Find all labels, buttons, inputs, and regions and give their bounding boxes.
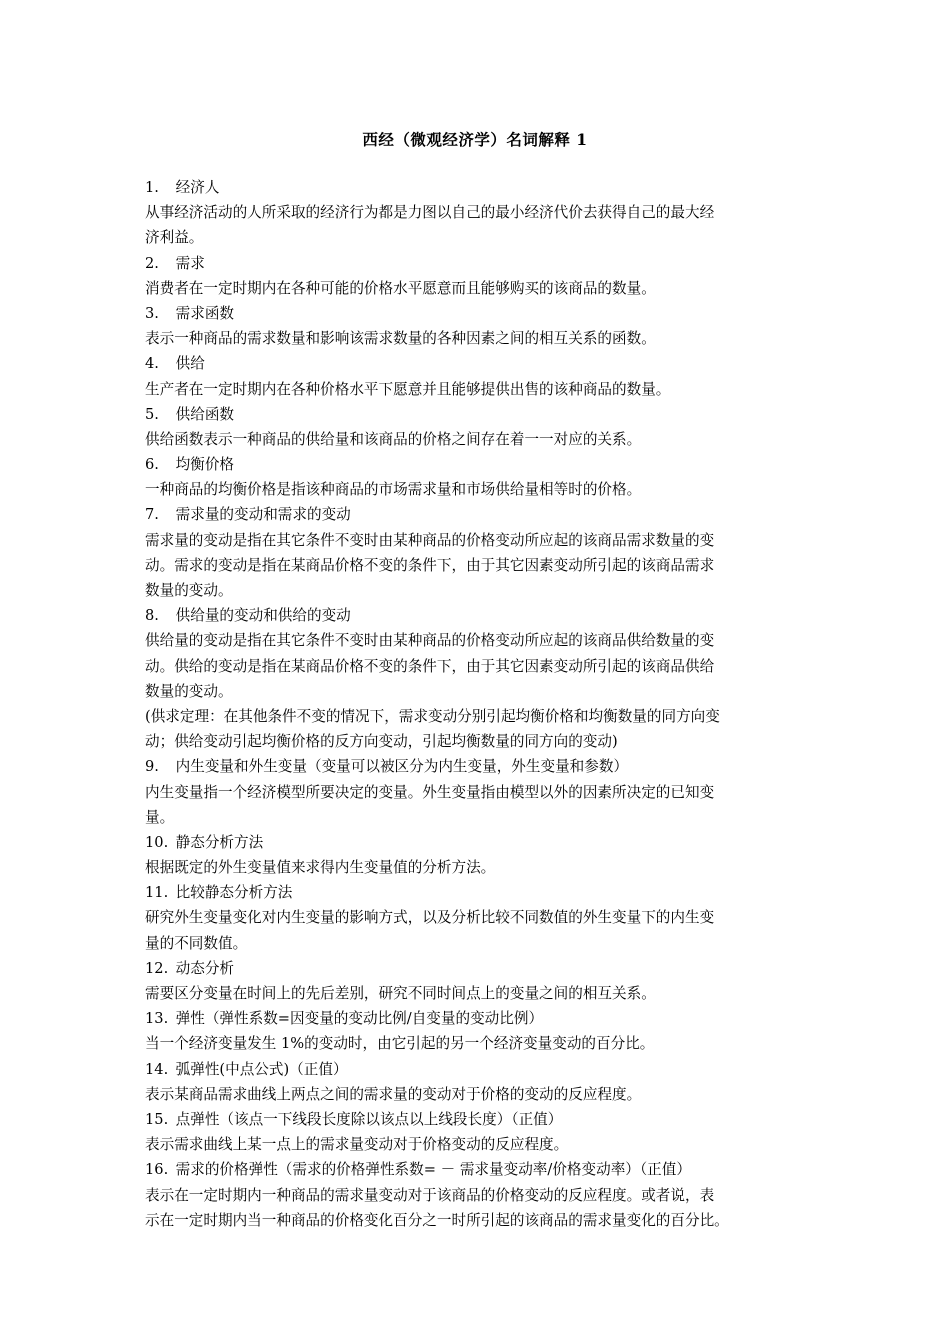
term-heading [145,1006,810,1031]
definition-line: 表示一种商品的需求数量和影响该需求数量的各种因素之间的相互关系的函数。 [145,330,656,348]
definition-line: 数量的变动。 [145,682,233,700]
term-heading [145,452,810,477]
term-label: 弹性（弹性系数=因变量的变动比例/自变量的变动比例） [175,1010,544,1028]
definition-line: 内生变量指一个经济模型所要决定的变量。外生变量指由模型以外的因素所决定的已知变 [145,783,715,801]
definition-line: 消费者在一定时期内在各种可能的价格水平愿意而且能够购买的该商品的数量。 [145,279,656,297]
definition-line: 量。 [145,808,175,826]
document-body [145,175,810,1233]
definition-line: 表示需求曲线上某一点上的需求量变动对于价格变动的反应程度。 [145,1136,569,1154]
definition-line: 数量的变动。 [145,582,233,599]
term-heading [145,175,810,200]
term-label: 内生变量和外生变量（变量可以被区分为内生变量，外生变量和参数） [175,758,629,776]
term-number: 14. [145,1060,169,1078]
definition-line: 动。需求的变动是指在某商品价格不变的条件下，由于其它因素变动所引起的该商品需求 [145,556,715,574]
term-number: 16. [145,1161,169,1179]
definition-line: 济利益。 [145,229,204,247]
term-number: 11. [145,884,169,902]
term-number: 8. [145,607,159,625]
term-number: 6. [145,456,159,474]
term-number: 7. [145,506,159,524]
term-label: 静态分析方法 [175,833,264,851]
definition-line: 量的不同数值。 [145,934,248,952]
definition-line: 动。供给的变动是指在某商品价格不变的条件下，由于其它因素变动所引起的该商品供给 [145,657,715,675]
term-label: 均衡价格 [175,456,235,474]
term-label: 点弹性（该点一下线段长度除以该点以上线段长度）（正值） [175,1110,563,1128]
definition-line: (供求定理：在其他条件不变的情况下，需求变动分别引起均衡价格和均衡数量的同方向变 [145,707,720,725]
definition-line: 供给函数表示一种商品的供给量和该商品的价格之间存在着一一对应的关系。 [145,430,642,448]
term-label: 供给量的变动和供给的变动 [175,607,351,625]
definition-line: 一种商品的均衡价格是指该种商品的市场需求量和市场供给量相等时的价格。 [145,481,642,499]
term-heading [145,1157,810,1182]
term-number: 4. [145,355,159,373]
definition-line: 需求量的变动是指在其它条件不变时由某种商品的价格变动所应起的该商品需求数量的变 [145,531,715,549]
definition-line: 需要区分变量在时间上的先后差别，研究不同时间点上的变量之间的相互关系。 [145,985,656,1002]
term-number: 3. [145,304,159,322]
term-label: 供给函数 [175,405,235,423]
term-number: 5. [145,405,159,423]
term-number: 10. [145,833,169,851]
term-heading [145,754,810,779]
definition-line: 表示在一定时期内一种商品的需求量变动对于该商品的价格变动的反应程度。或者说，表 [145,1186,715,1204]
term-heading [145,1057,810,1082]
term-label: 经济人 [175,179,220,196]
definition-line: 动；供给变动引起均衡价格的反方向变动，引起均衡数量的同方向的变动) [145,733,618,751]
term-heading [145,830,810,855]
term-number: 2. [145,254,159,272]
term-heading [145,402,810,427]
definition-line: 从事经济活动的人所采取的经济行为都是力图以自己的最小经济代价去获得自己的最大经 [145,204,715,222]
term-label: 弧弹性(中点公式)（正值） [175,1060,348,1078]
page-title: 西经（微观经济学）名词解释 1 [362,130,588,149]
term-number: 13. [145,1010,169,1028]
term-number: 1. [145,179,159,196]
term-heading [145,301,810,326]
term-label: 需求函数 [175,304,235,322]
term-label: 需求 [175,254,205,272]
term-number: 9. [145,758,159,776]
definition-line: 表示某商品需求曲线上两点之间的需求量的变动对于价格的变动的反应程度。 [145,1085,642,1103]
definition-line: 研究外生变量变化对内生变量的影响方式，以及分析比较不同数值的外生变量下的内生变 [145,909,715,927]
term-number: 15. [145,1110,169,1128]
term-heading [145,1107,810,1132]
term-heading [145,880,810,905]
term-heading [145,351,810,376]
term-heading [145,251,810,276]
definition-line: 生产者在一定时期内在各种价格水平下愿意并且能够提供出售的该种商品的数量。 [145,380,671,398]
term-label: 需求量的变动和需求的变动 [175,506,351,524]
term-heading [145,603,810,628]
term-heading [145,502,810,527]
definition-line: 供给量的变动是指在其它条件不变时由某种商品的价格变动所应起的该商品供给数量的变 [145,632,715,650]
term-label: 供给 [175,355,205,373]
definition-line: 根据既定的外生变量值来求得内生变量值的分析方法。 [145,859,496,877]
definition-line: 当一个经济变量发生 1%的变动时，由它引起的另一个经济变量变动的百分比。 [145,1035,655,1053]
term-number: 12. [145,959,169,977]
term-label: 需求的价格弹性（需求的价格弹性系数= － 需求量变动率/价格变动率）（正值） [175,1161,691,1179]
term-heading [145,956,810,981]
term-label: 动态分析 [175,959,235,977]
term-label: 比较静态分析方法 [175,884,293,902]
definition-line: 示在一定时期内当一种商品的价格变化百分之一时所引起的该商品的需求量变化的百分比。 [145,1211,729,1229]
